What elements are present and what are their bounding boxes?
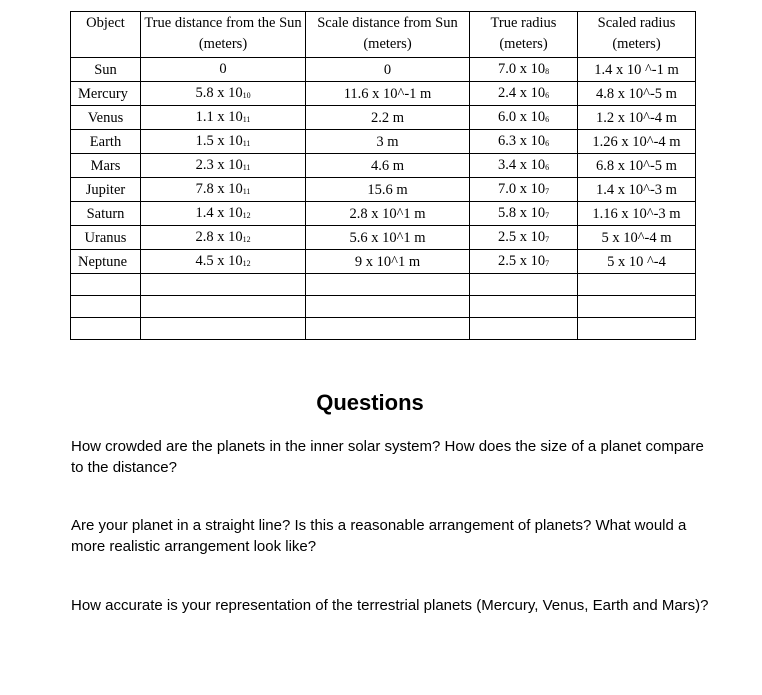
question-3: How accurate is your representation of the terrestrial planets (Mercury, Venus, Earth and Mars)? xyxy=(71,597,709,614)
empty-cell xyxy=(470,318,578,340)
cell-true-distance: 4.5 x 1012 xyxy=(141,250,306,274)
cell-scale-distance: 15.6 m xyxy=(306,178,470,202)
planet-data-table xyxy=(70,11,696,340)
cell-object: Mars xyxy=(71,154,141,178)
cell-object: Sun xyxy=(71,58,141,82)
cell-object: Jupiter xyxy=(71,178,141,202)
cell-true-distance: 7.8 x 1011 xyxy=(141,178,306,202)
table-header-row xyxy=(71,12,696,58)
table-row xyxy=(71,202,696,226)
cell-object: Mercury xyxy=(71,82,141,106)
table-row xyxy=(71,58,696,82)
empty-cell xyxy=(71,296,141,318)
empty-cell xyxy=(306,274,470,296)
table-row xyxy=(71,178,696,202)
cell-scaled-radius: 5 x 10 ^-4 xyxy=(578,250,696,274)
header-true-radius: True radius (meters) xyxy=(470,12,578,58)
question-2: Are your planet in a straight line? Is this a reasonable arrangement of planets? What would a more realistic arrangement look like? xyxy=(71,517,687,555)
cell-scale-distance: 2.2 m xyxy=(306,106,470,130)
cell-true-distance: 5.8 x 1010 xyxy=(141,82,306,106)
cell-true-distance: 0 xyxy=(141,58,306,82)
table-row xyxy=(71,82,696,106)
table-row xyxy=(71,250,696,274)
cell-scaled-radius: 1.26 x 10^-4 m xyxy=(578,130,696,154)
table-row xyxy=(71,130,696,154)
table-row xyxy=(71,154,696,178)
table-row-empty xyxy=(71,318,696,340)
cell-true-radius: 3.4 x 106 xyxy=(470,154,578,178)
empty-cell xyxy=(470,296,578,318)
cell-object: Uranus xyxy=(71,226,141,250)
empty-cell xyxy=(578,296,696,318)
cell-scaled-radius: 4.8 x 10^-5 m xyxy=(578,82,696,106)
empty-cell xyxy=(306,318,470,340)
cell-true-distance: 1.1 x 1011 xyxy=(141,106,306,130)
empty-cell xyxy=(578,318,696,340)
cell-true-radius: 2.4 x 106 xyxy=(470,82,578,106)
cell-scale-distance: 0 xyxy=(306,58,470,82)
empty-cell xyxy=(71,274,141,296)
cell-scaled-radius: 1.4 x 10^-3 m xyxy=(578,178,696,202)
cell-true-radius: 2.5 x 107 xyxy=(470,250,578,274)
cell-scaled-radius: 6.8 x 10^-5 m xyxy=(578,154,696,178)
cell-true-radius: 7.0 x 108 xyxy=(470,58,578,82)
empty-cell xyxy=(141,318,306,340)
table-row-empty xyxy=(71,296,696,318)
question-1: How crowded are the planets in the inner solar system? How does the size of a planet compare to the distance? xyxy=(71,438,704,476)
cell-object: Saturn xyxy=(71,202,141,226)
cell-scale-distance: 11.6 x 10^-1 m xyxy=(306,82,470,106)
cell-scale-distance: 3 m xyxy=(306,130,470,154)
table-row-empty xyxy=(71,274,696,296)
cell-scale-distance: 4.6 m xyxy=(306,154,470,178)
cell-true-radius: 5.8 x 107 xyxy=(470,202,578,226)
table-row xyxy=(71,226,696,250)
cell-true-radius: 7.0 x 107 xyxy=(470,178,578,202)
table-row xyxy=(71,106,696,130)
cell-scaled-radius: 1.2 x 10^-4 m xyxy=(578,106,696,130)
cell-true-radius: 2.5 x 107 xyxy=(470,226,578,250)
cell-scaled-radius: 1.16 x 10^-3 m xyxy=(578,202,696,226)
header-scale-distance: Scale distance from Sun (meters) xyxy=(306,12,470,58)
cell-true-distance: 2.8 x 1012 xyxy=(141,226,306,250)
cell-scale-distance: 5.6 x 10^1 m xyxy=(306,226,470,250)
cell-true-distance: 1.5 x 1011 xyxy=(141,130,306,154)
questions-heading: Questions xyxy=(316,390,424,415)
header-scaled-radius: Scaled radius (meters) xyxy=(578,12,696,58)
cell-true-radius: 6.0 x 106 xyxy=(470,106,578,130)
cell-scaled-radius: 5 x 10^-4 m xyxy=(578,226,696,250)
cell-true-distance: 1.4 x 1012 xyxy=(141,202,306,226)
header-object: Object xyxy=(71,12,141,58)
empty-cell xyxy=(141,296,306,318)
cell-true-radius: 6.3 x 106 xyxy=(470,130,578,154)
cell-object: Earth xyxy=(71,130,141,154)
empty-cell xyxy=(470,274,578,296)
cell-scale-distance: 9 x 10^1 m xyxy=(306,250,470,274)
empty-cell xyxy=(306,296,470,318)
header-true-distance: True distance from the Sun (meters) xyxy=(141,12,306,58)
empty-cell xyxy=(71,318,141,340)
empty-cell xyxy=(141,274,306,296)
cell-scale-distance: 2.8 x 10^1 m xyxy=(306,202,470,226)
cell-object: Venus xyxy=(71,106,141,130)
cell-scaled-radius: 1.4 x 10 ^-1 m xyxy=(578,58,696,82)
empty-cell xyxy=(578,274,696,296)
cell-true-distance: 2.3 x 1011 xyxy=(141,154,306,178)
cell-object: Neptune xyxy=(71,250,141,274)
